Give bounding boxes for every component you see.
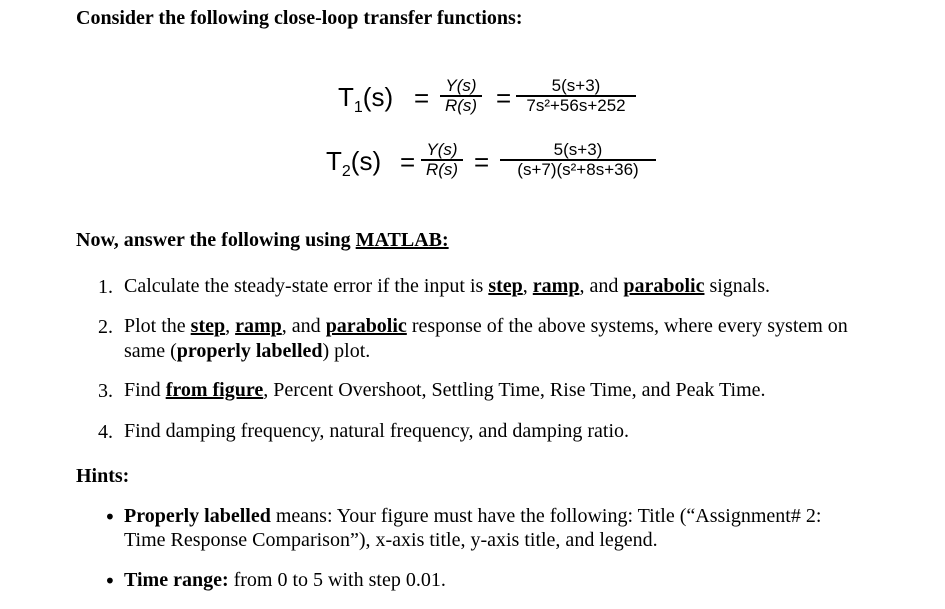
- t2-ys-fraction: [421, 141, 463, 179]
- item-1-step: step: [488, 275, 523, 297]
- item-1-part: Calculate the steady-state error if the input is: [124, 275, 489, 297]
- item-1-part: , and: [579, 275, 624, 297]
- t2-rs-den: R(s): [425, 159, 459, 179]
- item-2-line-2: [124, 340, 370, 363]
- hints-title: Hints:: [76, 465, 130, 487]
- instruction: [76, 229, 449, 252]
- hint-1-text-2: Time Response Comparison”), x-axis title, y-axis title, and legend.: [124, 529, 658, 551]
- item-1-part: ,: [522, 275, 533, 297]
- t2-num: 5(s+3): [553, 140, 603, 159]
- item-2-part: response of the above systems, where every system on: [406, 315, 848, 337]
- item-2-line-1: [124, 315, 848, 338]
- t2-ys-num: Y(s): [426, 140, 458, 159]
- t1-lhs-arg: (s): [362, 82, 394, 112]
- hint-2-bold: Time range:: [124, 569, 229, 591]
- item-2-part: ,: [225, 315, 236, 337]
- t1-equals: =: [414, 83, 430, 113]
- item-2-parabolic: parabolic: [325, 315, 407, 337]
- hint-1-line-2: [124, 529, 658, 552]
- t2-main-fraction: [500, 141, 656, 179]
- t1-num: 5(s+3): [551, 76, 601, 95]
- item-4-part: Find damping frequency, natural frequency, and damping ratio.: [124, 420, 630, 442]
- item-2-number: 2.: [98, 316, 113, 338]
- t2-lhs: [326, 146, 381, 181]
- hint-1-bold: Properly labelled: [124, 505, 271, 527]
- t1-den: 7s²+56s+252: [526, 95, 626, 115]
- t1-lhs-sub: 1: [353, 99, 363, 117]
- hint-1-text: means: Your figure must have the following: Title (“Assignment# 2:: [270, 505, 822, 527]
- instruction-prefix: Now, answer the following using: [76, 229, 356, 251]
- item-3-part: , Percent Overshoot, Settling Time, Rise Time, and Peak Time.: [263, 379, 766, 401]
- instruction-matlab: MATLAB:: [355, 229, 449, 251]
- t1-main-fraction: [516, 77, 636, 115]
- item-4-number: 4.: [98, 421, 113, 443]
- item-1-parabolic: parabolic: [623, 275, 705, 297]
- hint-1-line-1: [124, 505, 821, 528]
- item-1-ramp: ramp: [532, 275, 580, 297]
- item-1-part: signals.: [704, 275, 771, 297]
- t1-ys-fraction: [440, 77, 482, 115]
- item-2-step: step: [190, 315, 226, 337]
- t2-lhs-arg: (s): [350, 146, 382, 176]
- bullet-icon: •: [104, 505, 116, 529]
- bullet-icon: •: [104, 569, 116, 593]
- t2-lhs-sub: 2: [341, 163, 351, 181]
- item-3-from-figure: from figure: [165, 379, 264, 401]
- item-3-number: 3.: [98, 380, 113, 402]
- t1-lhs: [338, 82, 393, 117]
- heading: Consider the following close-loop transfer functions:: [76, 7, 523, 29]
- item-2-ramp: ramp: [235, 315, 282, 337]
- item-2-part: ) plot.: [322, 340, 371, 362]
- t1-lhs-T: T: [338, 82, 354, 112]
- t2-den: (s+7)(s²+8s+36): [517, 159, 639, 179]
- t2-equals: =: [400, 147, 416, 177]
- item-1-text: [124, 275, 770, 298]
- item-2-part: same (: [124, 340, 177, 362]
- hint-2-text: from 0 to 5 with step 0.01.: [228, 569, 446, 591]
- item-1-number: 1.: [98, 276, 113, 298]
- item-2-part: Plot the: [124, 315, 191, 337]
- t2-equals-2: =: [474, 147, 490, 177]
- item-4-text: [124, 420, 629, 443]
- item-2-part: , and: [281, 315, 326, 337]
- t1-equals-2: =: [496, 83, 512, 113]
- hint-2-line-1: [124, 569, 446, 592]
- item-3-part: Find: [124, 379, 166, 401]
- t1-rs-den: R(s): [444, 95, 478, 115]
- item-3-text: [124, 379, 766, 402]
- t2-lhs-T: T: [326, 146, 342, 176]
- item-2-properly-labelled: properly labelled: [176, 340, 323, 362]
- t1-ys-num: Y(s): [445, 76, 477, 95]
